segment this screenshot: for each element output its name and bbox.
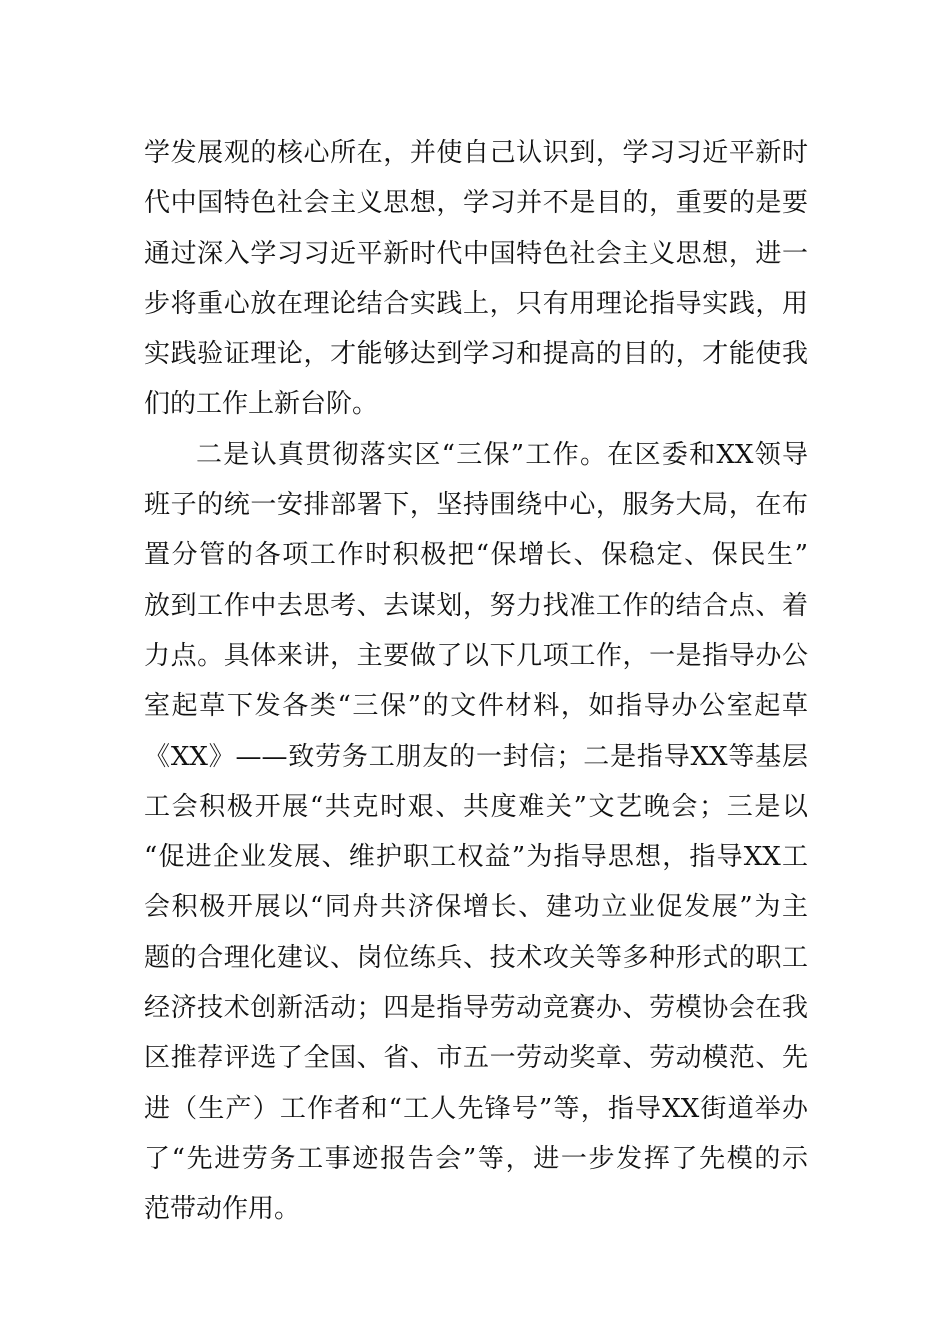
paragraph-1-line-5: 实践验证理论，才能够达到学习和提高的目的，才能使我 <box>144 339 808 370</box>
paragraph-1-line-1: 学发展观的核心所在，并使自己认识到，学习习近平新时 <box>144 138 808 168</box>
paragraph-2-line-4: 放到工作中去思考、去谋划，努力找准工作的结合点、着 <box>144 590 808 621</box>
paragraph-1-line-3: 通过深入学习习近平新时代中国特色社会主义思想，进一 <box>144 238 808 269</box>
paragraph-2-line-11: 题的合理化建议、岗位练兵、技术攻关等多种形式的职工 <box>144 942 808 973</box>
paragraph-2-line-12: 经济技术创新活动；四是指导劳动竞赛办、劳模协会在我 <box>144 993 808 1024</box>
paragraph-2-line-9: “促进企业发展、维护职工权益”为指导思想，指导XX工 <box>144 842 808 873</box>
paragraph-2-line-16: 范带动作用。 <box>144 1194 301 1225</box>
paragraph-2-line-2: 班子的统一安排部署下，坚持围绕中心，服务大局，在布 <box>144 490 808 521</box>
paragraph-1-line-6: 们的工作上新台阶。 <box>144 389 379 420</box>
paragraph-2-line-6: 室起草下发各类“三保”的文件材料，如指导办公室起草 <box>144 691 808 722</box>
paragraph-2-line-8: 工会积极开展“共克时艰、共度难关”文艺晚会；三是以 <box>144 791 808 822</box>
paragraph-2-line-10: 会积极开展以“同舟共济保增长、建功立业促发展”为主 <box>144 892 808 923</box>
paragraph-1-line-2: 代中国特色社会主义思想，学习并不是目的，重要的是要 <box>144 188 808 219</box>
paragraph-2-line-7: 《XX》——致劳务工朋友的一封信；二是指导XX等基层 <box>144 741 808 772</box>
paragraph-2-line-13: 区推荐评选了全国、省、市五一劳动奖章、劳动模范、先 <box>144 1043 808 1074</box>
paragraph-1-line-4: 步将重心放在理论结合实践上，只有用理论指导实践，用 <box>144 288 808 319</box>
paragraph-2-line-3: 置分管的各项工作时积极把“保增长、保稳定、保民生” <box>144 540 808 571</box>
paragraph-2-line-14: 进（生产）工作者和“工人先锋号”等，指导XX街道举办 <box>144 1093 808 1124</box>
document-body <box>144 128 808 1235</box>
paragraph-2-line-1: 二是认真贯彻落实区“三保”工作。在区委和XX领导 <box>196 439 808 470</box>
paragraph-2-line-15: 了“先进劳务工事迹报告会”等，进一步发挥了先模的示 <box>144 1143 808 1174</box>
paragraph-2-line-5: 力点。具体来讲，主要做了以下几项工作，一是指导办公 <box>144 640 808 671</box>
